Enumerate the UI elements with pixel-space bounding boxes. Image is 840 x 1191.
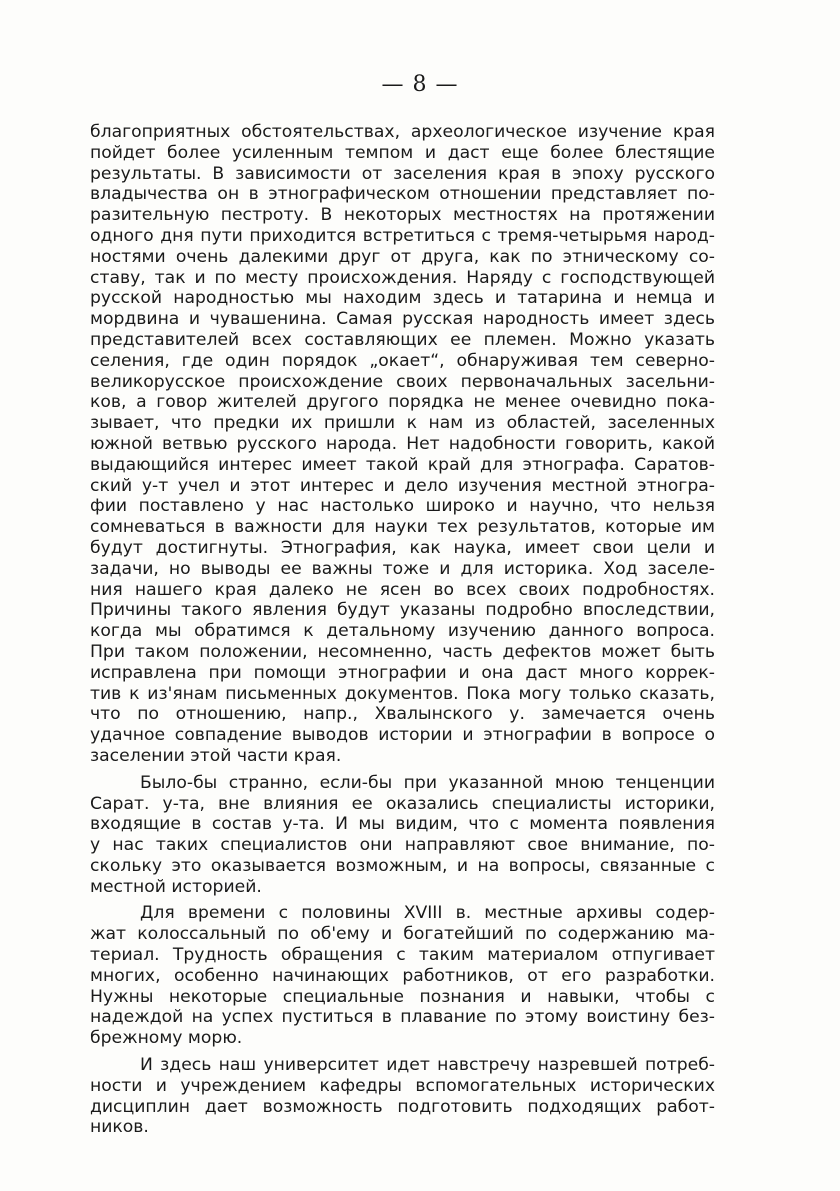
- text-line: великорусское происхождение своих первоначальных засельни-: [90, 371, 715, 392]
- page-number: — 8 —: [381, 72, 459, 97]
- text-line: сомневаться в важности для науки тех результатов, которые им: [90, 517, 715, 538]
- text-line: ставу, так и по месту происхождения. Наряду с господствующей: [90, 267, 715, 288]
- text-line: териал. Трудность обращения с таким материалом отпугивает: [90, 945, 715, 966]
- text-line: когда мы обратимся к детальному изучению данного вопроса.: [90, 621, 715, 642]
- body-text: [90, 122, 715, 1138]
- text-line: разительную пестроту. В некоторых местностях на протяжении: [90, 205, 715, 226]
- text-line: исправлена при помощи этнографии и она даст много коррек-: [90, 662, 715, 683]
- text-line: результаты. В зависимости от заселения края в эпоху русского: [90, 163, 715, 184]
- text-line: ский у-т учел и этот интерес и дело изучения местной этногра-: [90, 475, 715, 496]
- text-line: И здесь наш университет идет навстречу назревшей потреб-: [140, 1055, 715, 1076]
- paragraph-4: [90, 1055, 715, 1138]
- paragraph-1: [90, 122, 715, 767]
- text-line: дисциплин дает возможность подготовить подходящих работ-: [90, 1096, 715, 1117]
- text-line: ников.: [90, 1117, 149, 1138]
- text-line: жат колоссальный по об'ему и богатейший по содержанию ма-: [90, 924, 715, 945]
- text-line: пойдет более усиленным темпом и даст еще более блестящие: [90, 142, 715, 163]
- text-line: заселении этой части края.: [90, 745, 342, 766]
- text-line: ков, а говор жителей другого порядка не менее очевидно пока-: [90, 392, 715, 413]
- text-line: местной историей.: [90, 876, 262, 897]
- text-line: скольку это оказывается возможным, и на вопросы, связанные с: [90, 855, 715, 876]
- text-line: надеждой на успех пуститься в плавание по этому воистину без-: [90, 1007, 715, 1028]
- text-line: одного дня пути приходится встретиться с тремя-четырьмя народ-: [90, 225, 715, 246]
- text-line: ния нашего края далеко не ясен во всех своих подробностях.: [90, 579, 715, 600]
- text-line: благоприятных обстоятельствах, археологическое изучение края: [90, 122, 715, 142]
- text-line: Сарат. у-та, вне влияния ее оказались специалисты историки,: [90, 793, 715, 814]
- text-line: тив к из'янам письменных документов. Пока могу только сказать,: [90, 683, 715, 704]
- text-line: зывает, что предки их пришли к нам из областей, заселенных: [90, 413, 715, 434]
- text-line: брежному морю.: [90, 1028, 243, 1049]
- text-line: удачное совпадение выводов истории и этнографии в вопросе о: [90, 725, 715, 746]
- text-line: задачи, но выводы ее важны тоже и для историка. Ход заселе-: [90, 558, 715, 579]
- text-line: владычества он в этнографическом отношении представляет по-: [90, 184, 715, 205]
- text-line: При таком положении, несомненно, часть дефектов может быть: [90, 641, 715, 662]
- text-line: будут достигнуты. Этнография, как наука, имеет свои цели и: [90, 537, 715, 558]
- text-line: ностями очень далекими друг от друга, как по этническому со-: [90, 246, 715, 267]
- text-line: Нужны некоторые специальные познания и навыки, чтобы с: [90, 986, 715, 1007]
- paragraph-2: [90, 773, 715, 898]
- text-line: русской народностью мы находим здесь и татарина и немца и: [90, 288, 715, 309]
- text-line: у нас таких специалистов они направляют свое внимание, по-: [90, 835, 715, 856]
- text-line: многих, особенно начинающих работников, от его разработки.: [90, 965, 715, 986]
- text-line: входящие в состав у-та. И мы видим, что с момента появления: [90, 814, 715, 835]
- text-line: ности и учреждением кафедры вспомогательных исторических: [90, 1075, 715, 1096]
- text-line: селения, где один порядок „окает“, обнаруживая тем северно-: [90, 350, 715, 371]
- text-line: Было-бы странно, если-бы при указанной мною тенценции: [140, 772, 715, 793]
- text-line: что по отношению, напр., Хвалынского у. замечается очень: [90, 704, 715, 725]
- paragraph-3: [90, 903, 715, 1049]
- text-line: фии поставлено у нас настолько широко и научно, что нельзя: [90, 496, 715, 517]
- text-line: представителей всех составляющих ее племен. Можно указать: [90, 329, 715, 350]
- text-line: выдающийся интерес имеет такой край для этнографа. Саратов-: [90, 454, 715, 475]
- text-line: мордвина и чувашенина. Самая русская народность имеет здесь: [90, 309, 715, 330]
- text-line: Причины такого явления будут указаны подробно впоследствии,: [90, 600, 715, 621]
- text-line: Для времени с половины XVIII в. местные архивы содер-: [140, 903, 715, 924]
- text-line: южной ветвью русского народа. Нет надобности говорить, какой: [90, 433, 715, 454]
